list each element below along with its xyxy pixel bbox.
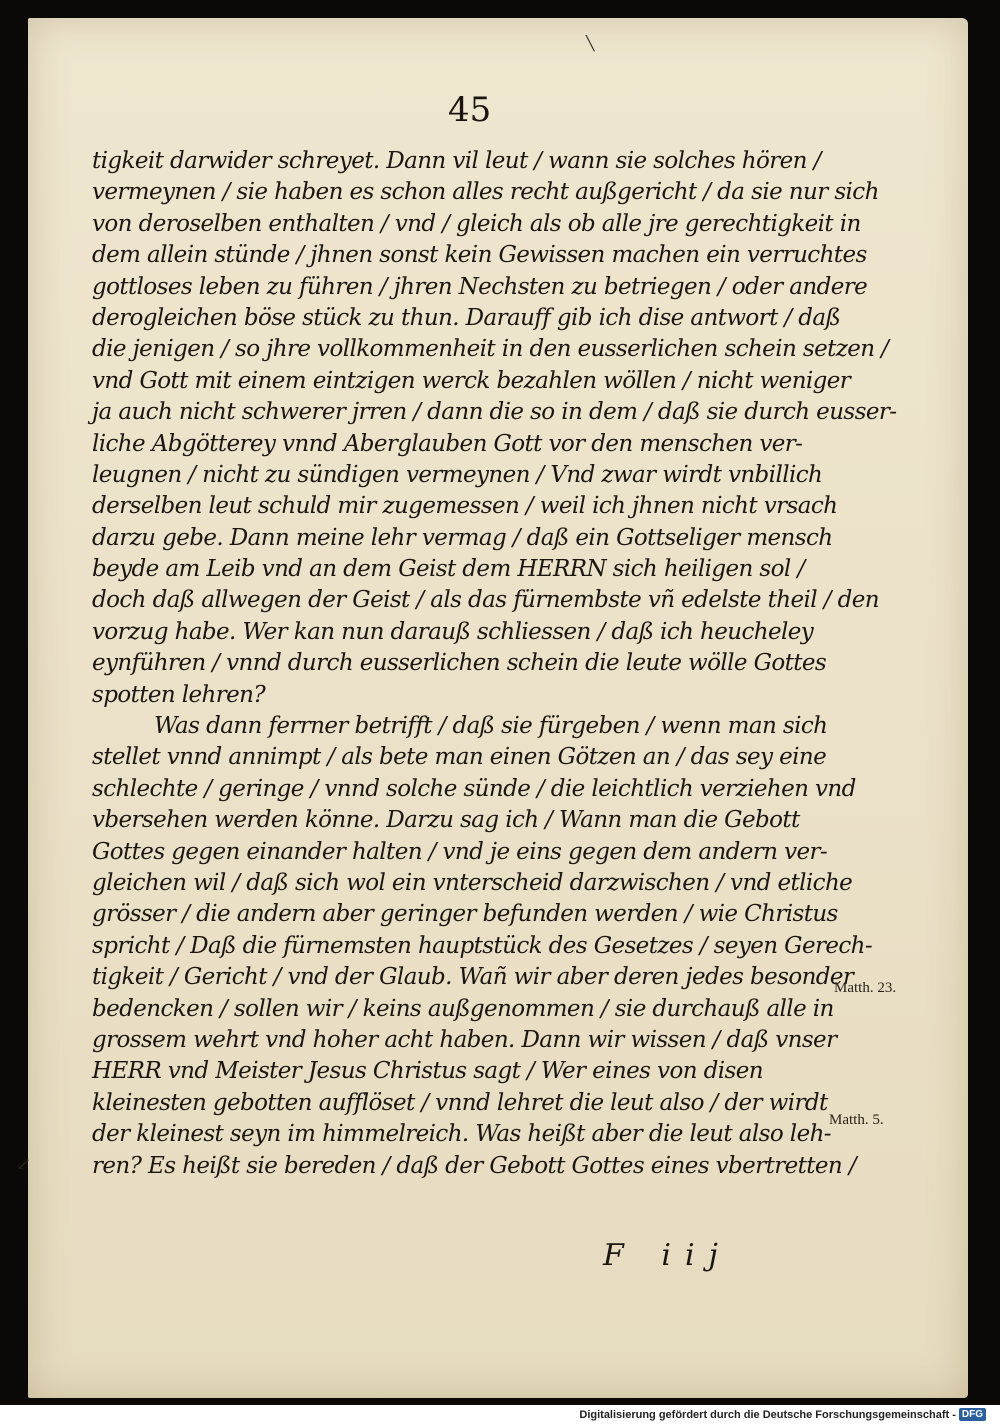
text-line: liche Abgötterey vnnd Aberglauben Gott vor den menschen ver- [92, 430, 803, 457]
document-page [16, 18, 968, 1398]
text-line: tigkeit / Gericht / vnd der Glaub. Wañ wir aber deren jedes besonder [92, 964, 854, 991]
text-line: schlechte / geringe / vnnd solche sünde / die leichtlich verziehen vnd [92, 775, 856, 802]
margin-note: Matth. 5. [829, 1112, 884, 1128]
text-line: eynführen / vnnd durch eusserlichen schein die leute wölle Gottes [92, 650, 827, 677]
text-line: vermeynen / sie haben es schon alles recht außgericht / da sie nur sich [92, 179, 879, 206]
pen-mark-icon: ↙ [16, 1154, 32, 1175]
footer-text: Digitalisierung gefördert durch die Deutsche Forschungsgemeinschaft - [579, 1408, 956, 1421]
text-line: grösser / die andern aber geringer befunden werden / wie Christus [92, 901, 838, 928]
text-line: HERR vnd Meister Jesus Christus sagt / Wer eines von disen [92, 1058, 763, 1085]
text-line: von deroselben enthalten / vnd / gleich als ob alle jre gerechtigkeit in [92, 210, 861, 237]
text-line: spotten lehren? [92, 681, 266, 708]
text-line: gottloses leben zu führen / jhren Nechsten zu betriegen / oder andere [92, 273, 868, 300]
text-line: vnd Gott mit einem eintzigen werck bezahlen wöllen / nicht weniger [92, 367, 851, 394]
text-line: Gottes gegen einander halten / vnd je eins gegen dem andern ver- [92, 838, 828, 865]
margin-note: Matth. 23. [834, 980, 897, 996]
text-line: die jenigen / so jhre vollkommenheit in den eusserlichen schein setzen / [92, 336, 889, 363]
text-line: vorzug habe. Wer kan nun darauß schliessen / daß ich heucheley [92, 618, 814, 645]
text-line: vbersehen werden könne. Darzu sag ich / Wann man die Gebott [92, 807, 800, 834]
text-line: darzu gebe. Dann meine lehr vermag / daß ein Gottseliger mensch [92, 524, 833, 551]
text-line: kleinesten gebotten aufflöset / vnnd lehret die leut also / der wirdt [92, 1089, 828, 1116]
text-line: ja auch nicht schwerer jrren / dann die so in dem / daß sie durch eusser- [92, 399, 897, 426]
text-line: ren? Es heißt sie bereden / daß der Gebott Gottes eines vbertretten / [92, 1152, 856, 1179]
text-line: beyde am Leib vnd an dem Geist dem HERRN sich heiligen sol / [92, 556, 805, 583]
text-line: spricht / Daß die fürnemsten hauptstück des Gesetzes / seyen Gerech- [92, 932, 873, 959]
text-line: Was dann ferrner betrifft / daß sie fürgeben / wenn man sich [154, 713, 828, 740]
text-line: grossem wehrt vnd hoher acht haben. Dann wir wissen / daß vnser [92, 1026, 837, 1053]
text-line: bedencken / sollen wir / keins außgenommen / sie durchauß alle in [92, 995, 834, 1022]
text-line: leugnen / nicht zu sündigen vermeynen / Vnd zwar wirdt vnbillich [92, 461, 823, 488]
text-line: gleichen wil / daß sich wol ein vnterscheid darzwischen / vnd etliche [92, 869, 853, 896]
text-line: derogleichen böse stück zu thun. Darauff gib ich dise antwort / daß [92, 304, 841, 331]
text-line: tigkeit darwider schreyet. Dann vil leut / wann sie solches hören / [92, 148, 821, 174]
text-line: dem allein stünde / jhnen sonst kein Gewissen machen ein verruchtes [92, 242, 867, 269]
page-number: 45 [448, 90, 492, 130]
text-line: der kleinest seyn im himmelreich. Was heißt aber die leut also leh- [92, 1121, 831, 1148]
text-line: derselben leut schuld mir zugemessen / weil ich jhnen nicht vrsach [92, 493, 838, 520]
text-line: stellet vnnd annimpt / als bete man einen Götzen an / das sey eine [92, 744, 827, 771]
text-line: doch daß allwegen der Geist / als das fürnembste vñ edelste theil / den [92, 587, 879, 614]
signature-mark: F iij [603, 1238, 732, 1273]
dfg-logo-icon: DFG [959, 1408, 986, 1421]
footer [579, 1408, 986, 1421]
pen-mark-icon: ╲ [586, 36, 595, 52]
